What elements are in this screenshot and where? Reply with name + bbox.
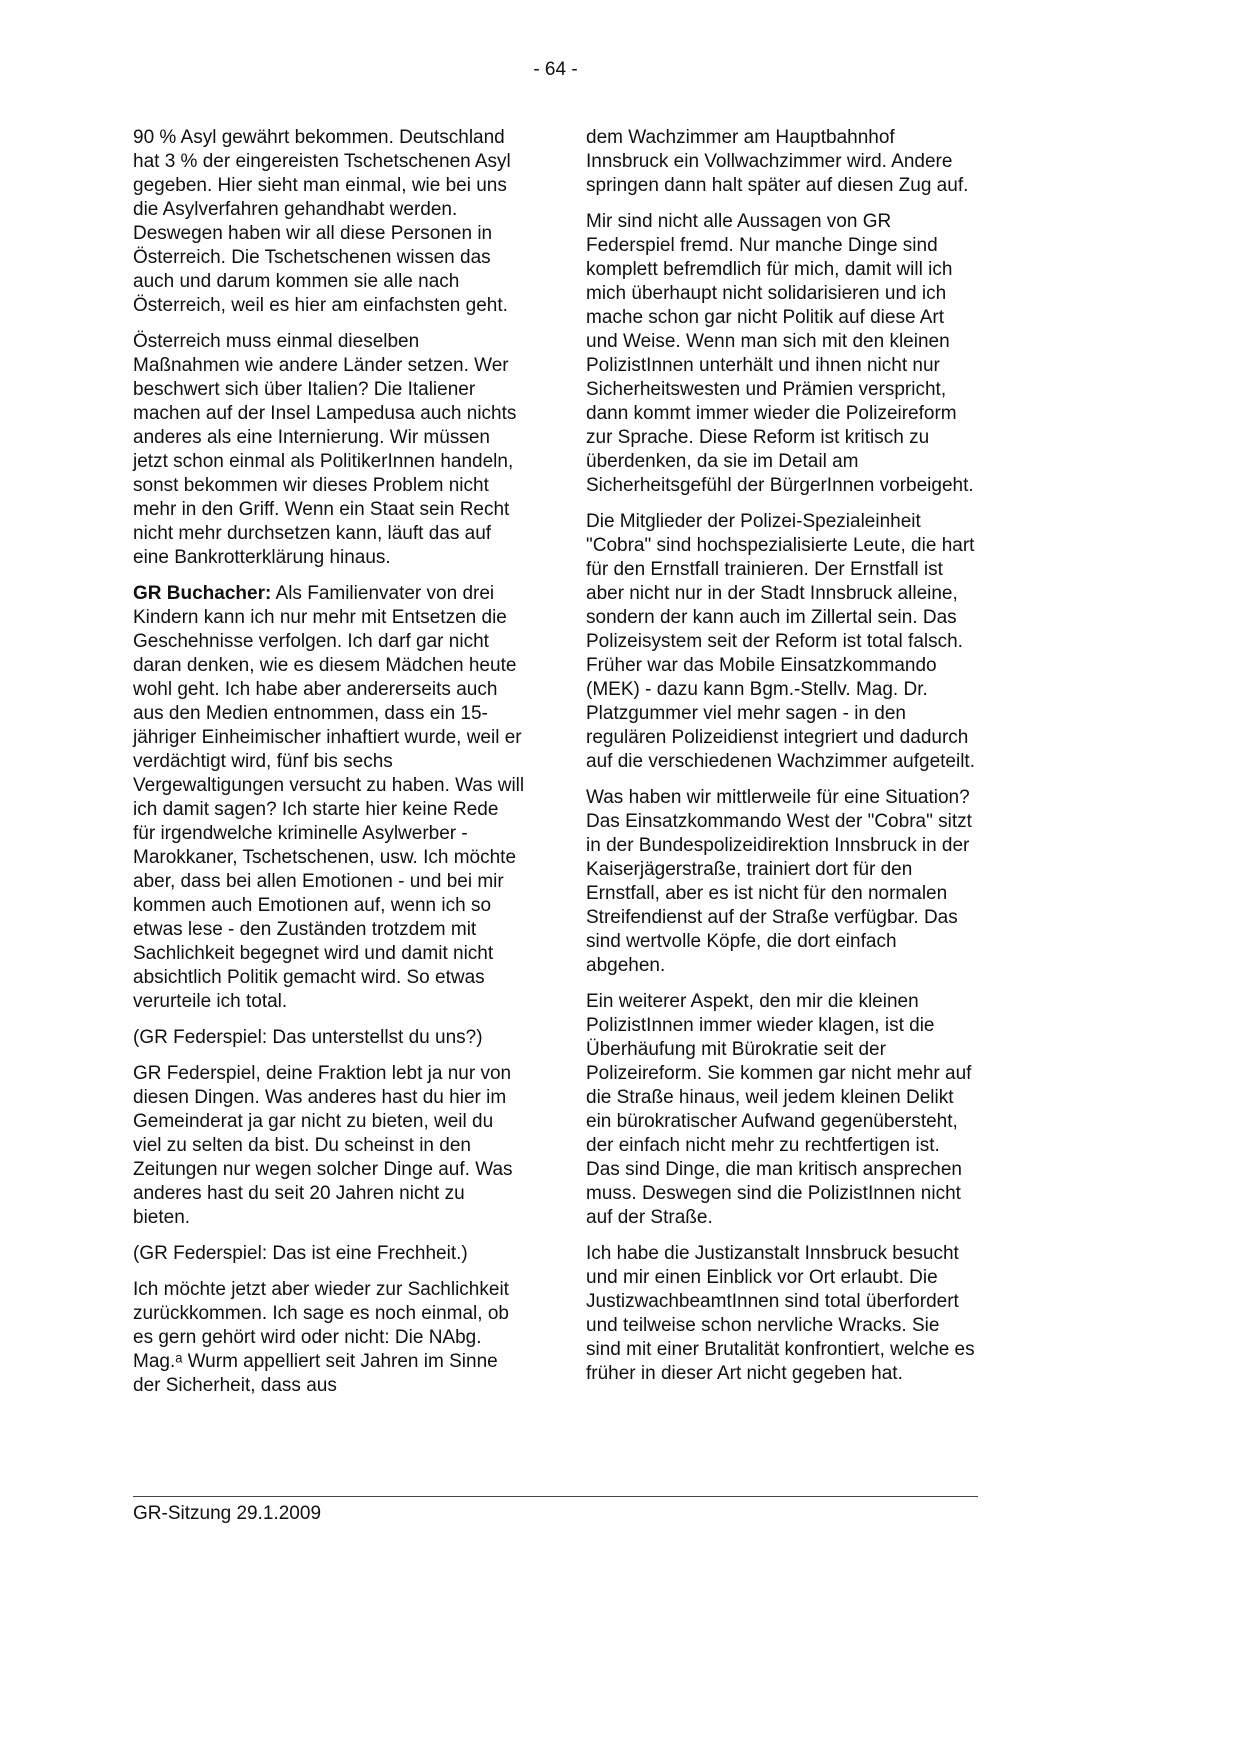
paragraph: 90 % Asyl gewährt bekommen. Deutschland hat 3 % der eingereisten Tschetschenen Asyl gegeben. Hier sieht man einmal, wie bei uns die Asylverfahren gehandhabt werden. Deswegen haben wir all diese Personen in Österreich. Die Tschetschenen wissen das auch und darum kommen sie alle nach Österreich, weil es hier am einfachsten geht.: [133, 127, 511, 316]
paragraph: GR Federspiel, deine Fraktion lebt ja nur von diesen Dingen. Was anderes hast du hier im Gemeinderat ja gar nicht zu bieten, weil du viel zu selten da bist. Du scheinst in den Zeitungen nur wegen solcher Dinge auf. Was anderes hast du seit 20 Jahren nicht zu bieten.: [133, 1063, 513, 1228]
page-content: [133, 126, 978, 1410]
paragraph: GR Buchacher: Als Familienvater von drei Kindern kann ich nur mehr mit Entsetzen die Geschehnisse verfolgen. Ich darf gar nicht daran denken, wie es diesem Mädchen heute wohl geht. Ich habe aber andererseits auch aus den Medien entnommen, dass ein 15-jähriger Einheimischer inhaftiert wurde, weil er verdächtigt wird, fünf bis sechs Vergewaltigungen versucht zu haben. Was will ich damit sagen? Ich starte hier keine Rede für irgendwelche kriminelle Asylwerber - Marokkaner, Tschetschenen, usw. Ich möchte aber, dass bei allen Emotionen - und bei mir kommen auch Emotionen auf, wenn ich so etwas lese - den Zuständen trotzdem mit Sachlichkeit begegnet wird und damit nicht absichtlich Politik gemacht wird. So etwas verurteile ich total.: [133, 583, 525, 1012]
footer-session-label: GR-Sitzung 29.1.2009: [133, 1503, 322, 1524]
paragraph: Mir sind nicht alle Aussagen von GR Federspiel fremd. Nur manche Dinge sind komplett befremdlich für mich, damit will ich mich überhaupt nicht solidarisieren und ich mache schon gar nicht Politik auf diese Art und Weise. Wenn man sich mit den kleinen PolizistInnen unterhält und ihnen nicht nur Sicherheitswesten und Prämien verspricht, dann kommt immer wieder die Polizeireform zur Sprache. Diese Reform ist kritisch zu überdenken, da sie im Detail am Sicherheitsgefühl der BürgerInnen vorbeigeht.: [586, 211, 974, 496]
paragraph: (GR Federspiel: Das unterstellst du uns?): [133, 1027, 483, 1048]
paragraph: Österreich muss einmal dieselben Maßnahmen wie andere Länder setzen. Wer beschwert sich über Italien? Die Italiener machen auf der Insel Lampedusa auch nichts anderes als eine Internierung. Wir müssen jetzt schon einmal als PolitikerInnen handeln, sonst bekommen wir dieses Problem nicht mehr in den Griff. Wenn ein Staat sein Recht nicht mehr durchsetzen kann, läuft das auf eine Bankrotterklärung hinaus.: [133, 331, 517, 568]
paragraph: Ich möchte jetzt aber wieder zur Sachlichkeit zurückkommen. Ich sage es noch einmal, ob es gern gehört wird oder nicht: Die NAbg. Mag.ᵃ Wurm appelliert seit Jahren im Sinne der Sicherheit, dass aus: [133, 1279, 509, 1396]
paragraph: dem Wachzimmer am Hauptbahnhof Innsbruck ein Vollwachzimmer wird. Andere springen dann halt später auf diesen Zug auf.: [586, 127, 969, 196]
paragraph: (GR Federspiel: Das ist eine Frechheit.): [133, 1243, 468, 1264]
paragraph: Ich habe die Justizanstalt Innsbruck besucht und mir einen Einblick vor Ort erlaubt. Die JustizwachbeamtInnen sind total überfordert und teilweise schon nervliche Wracks. Sie sind mit einer Brutalität konfrontiert, welche es früher in dieser Art nicht gegeben hat.: [586, 1243, 975, 1384]
speaker-name: GR Buchacher:: [133, 583, 272, 604]
paragraph: Was haben wir mittlerweile für eine Situation? Das Einsatzkommando West der "Cobra" sitzt in der Bundespolizeidirektion Innsbruck in der Kaiserjägerstraße, trainiert dort für den Ernstfall, aber es ist nicht für den normalen Streifendienst auf der Straße verfügbar. Das sind wertvolle Köpfe, die dort einfach abgehen.: [586, 787, 972, 976]
left-column: [133, 126, 525, 1410]
paragraph: Die Mitglieder der Polizei-Spezialeinheit "Cobra" sind hochspezialisierte Leute, die hart für den Ernstfall trainieren. Der Ernstfall ist aber nicht nur in der Stadt Innsbruck alleine, sondern der kann auch im Zillertal sein. Das Polizeisystem seit der Reform ist total falsch. Früher war das Mobile Einsatzkommando (MEK) - dazu kann Bgm.-Stellv. Mag. Dr. Platzgummer viel mehr sagen - in den regulären Polizeidienst integriert und dadurch auf die verschiedenen Wachzimmer aufgeteilt.: [586, 511, 975, 772]
right-column: [586, 126, 978, 1410]
paragraph: Ein weiterer Aspekt, den mir die kleinen PolizistInnen immer wieder klagen, ist die Überhäufung mit Bürokratie seit der Polizeireform. Sie kommen gar nicht mehr auf die Straße hinaus, weil jedem kleinen Delikt ein bürokratischer Aufwand gegenübersteht, der einfach nicht mehr zu rechtfertigen ist. Das sind Dinge, die man kritisch ansprechen muss. Deswegen sind die PolizistInnen nicht auf der Straße.: [586, 991, 972, 1228]
page-number: - 64 -: [533, 59, 578, 80]
page-footer: [133, 1496, 978, 1526]
